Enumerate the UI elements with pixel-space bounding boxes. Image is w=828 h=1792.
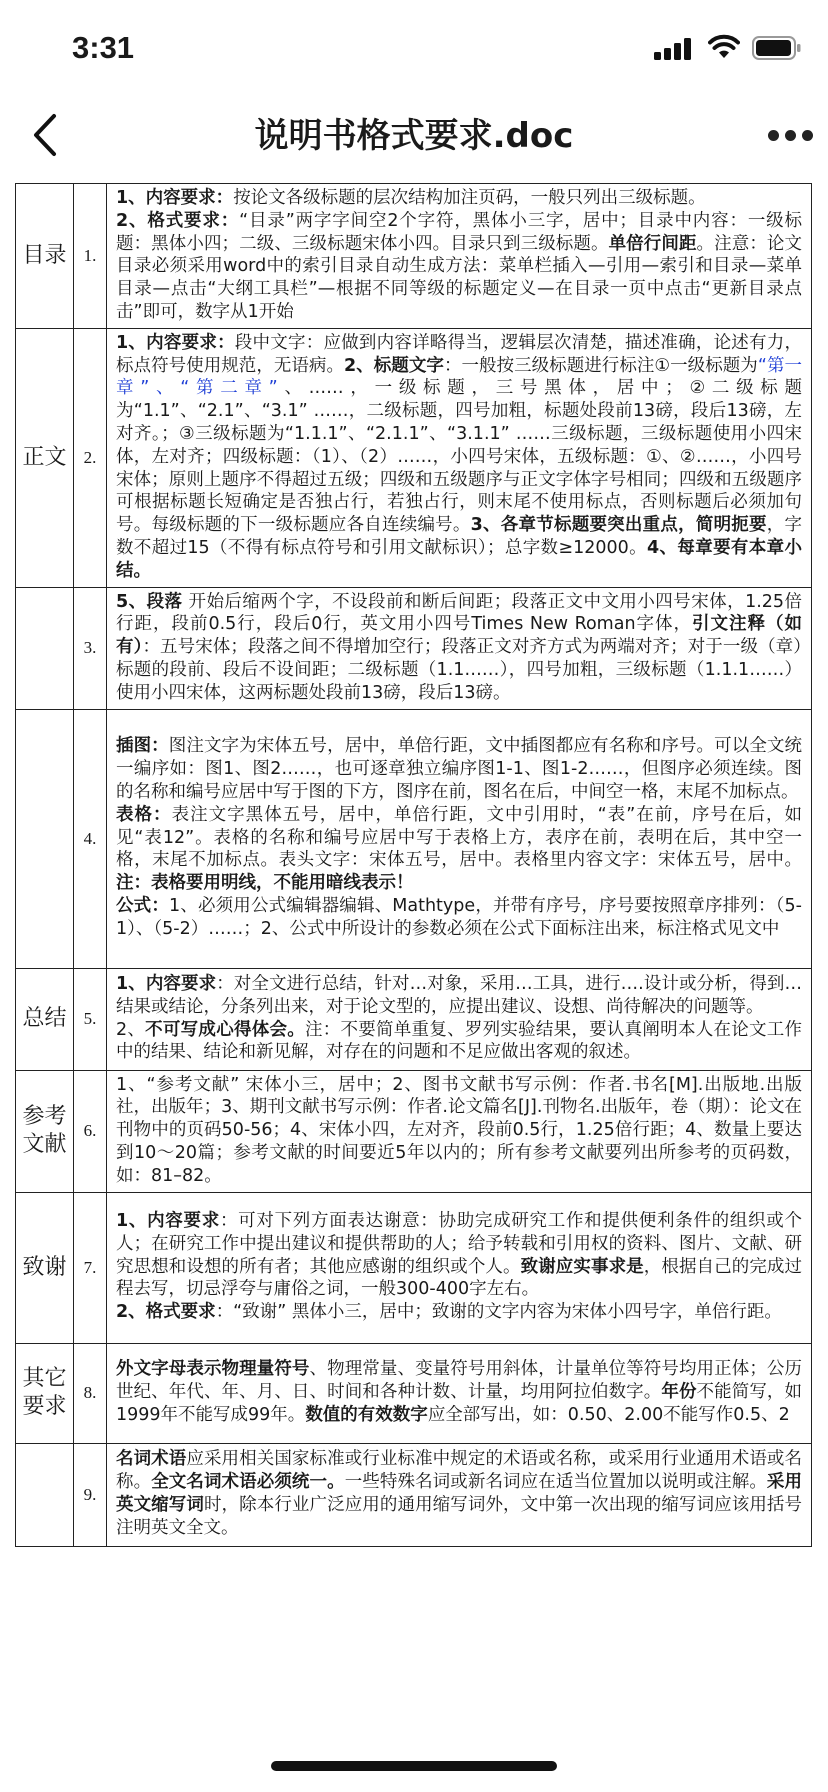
- status-bar: [0, 0, 828, 100]
- category-cell: 总结: [16, 968, 74, 1070]
- number-cell: 6.: [74, 1070, 107, 1192]
- bold-text: 注：表格要用明线，不能用暗线表示！: [116, 873, 414, 894]
- body-text: 1、必须用公式编辑器编辑、Mathtype，并带有序号，序号要按照章序排列：（5-1）、（5-2）……；2、公式中所设计的参数必须在公式下面标注出来，标注格式见文中: [116, 896, 802, 939]
- body-text: 按论文各级标题的层次结构加注页码，一般只列出三级标题。: [233, 188, 706, 208]
- more-dot-icon: [802, 130, 813, 141]
- status-time: 3:31: [72, 30, 135, 65]
- battery-icon: [752, 36, 802, 64]
- number-cell: 8.: [74, 1343, 107, 1443]
- bold-text: 全文名词术语必须统一。: [151, 1472, 345, 1493]
- table-row: [16, 328, 812, 587]
- bold-text: 年份: [661, 1382, 697, 1403]
- more-dot-icon: [768, 130, 779, 141]
- table-row: [16, 184, 812, 329]
- content-paragraph: [116, 210, 802, 324]
- category-cell: 致谢: [16, 1192, 74, 1343]
- content-paragraph: [116, 804, 802, 895]
- body-text: 、……，一级标题，三号黑体，居中；②二级标题为“1.1”、“2.1”、“3.1” ……，二级标题，四号加粗，标题处段前13磅，段后13磅，左对齐。；③三级标题为“1.1.1”、“2.1.1”、“3.1.1” ……三级标题，三级标题使用小四宋体，左对齐；四级标题：（1）、（2）……，小四号宋体，五级标题：①、②……，小四号宋体；原则上题序不得超过五级；四级和五级题序与正文字体字号相同；四级和五级题序可根据标题长短确定是否独占行，若独占行，则末尾不使用标点，否则标题后必须加句号。每级标题的下一级标题应各自连续编号。: [116, 378, 803, 536]
- content-paragraph: [116, 1210, 802, 1301]
- category-cell: [16, 709, 74, 968]
- bold-text: 1、内容要求：: [116, 188, 234, 208]
- content-paragraph: [116, 187, 802, 210]
- bold-text: 5、段落: [116, 591, 183, 612]
- content-paragraph: [116, 591, 802, 705]
- content-cell: [107, 184, 812, 329]
- body-text: ：五号宋体；段落之间不得增加空行；段落正文对齐方式为两端对齐；对于一级（章）标题的段前、段后不设间距；二级标题（1.1……），四号加粗，三级标题（1.1.1……）使用小四宋体，这两标题处段前13磅，段后13磅。: [116, 637, 803, 703]
- body-text: ：“致谢” 黑体小三，居中；致谢的文字内容为宋体小四号字，单倍行距。: [215, 1302, 782, 1323]
- content-paragraph: [116, 1358, 802, 1426]
- cellular-signal-icon: [654, 38, 694, 64]
- body-text: “第一章”、“第二章”: [116, 355, 802, 399]
- number-cell: 5.: [74, 968, 107, 1070]
- bold-text: 外文字母表示物理量符号: [116, 1359, 310, 1380]
- body-text: ，字数不超过15（不得有标点符号和引用文献标识）；总字数≥12000。: [116, 515, 802, 558]
- table-row: [16, 968, 812, 1070]
- content-paragraph: [116, 332, 802, 583]
- requirements-table-body: [16, 184, 812, 1547]
- table-row: [16, 1343, 812, 1443]
- bold-text: 不可写成心得体会。: [145, 1019, 305, 1040]
- table-row: [16, 1192, 812, 1343]
- home-indicator[interactable]: [271, 1761, 557, 1771]
- content-paragraph: [116, 1074, 802, 1188]
- body-text: 时，除本行业广泛应用的通用缩写词外，文中第一次出现的缩写词应该用括号注明英文全文。: [116, 1495, 803, 1538]
- bold-text: 表格：: [116, 804, 172, 825]
- table-row: [16, 709, 812, 968]
- body-text: 图注文字为宋体五号，居中，单倍行距，文中插图都应有名称和序号。可以全文统一编序如：图1、图2……，也可逐章独立编序图1-1、图1-2……，但图序必须连续。图的名称和编号应居中写于图的下方，图序在前，图名在后，中间空一格，末尾不加标点。: [116, 736, 803, 803]
- requirements-table: [15, 183, 812, 1547]
- body-text: ：可对下列方面表达谢意：协助完成研究工作和提供便利条件的组织或个人；在研究工作中提出建议和提供帮助的人；给予转载和引用权的资料、图片、文献、研究思想和设想的所有者；其他应感谢的组织或个人。: [116, 1211, 802, 1277]
- table-row: [16, 1070, 812, 1192]
- more-dot-icon: [785, 130, 796, 141]
- wifi-icon: [708, 34, 740, 64]
- bold-text: 公式：: [116, 896, 169, 917]
- body-text: ：对全文进行总结，针对…对象，采用…工具，进行….设计或分析，得到…结果或结论，分条列出来，对于论文型的，应提出建议、设想、尚待解决的问题等。: [116, 973, 803, 1017]
- category-cell: [16, 587, 74, 709]
- content-cell: [107, 328, 812, 587]
- more-options-button[interactable]: [768, 130, 814, 142]
- number-cell: 7.: [74, 1192, 107, 1343]
- body-text: 表注文字黑体五号，居中，单倍行距，文中引用时，“表”在前，序号在后，如见“表12”。表格的名称和编号应居中写于表格上方，表序在前，表明在后，其中空一格，末尾不加标点。表头文字：宋体五号，居中。表格里内容文字：宋体五号，居中。: [116, 804, 802, 871]
- bold-text: 1、内容要求: [116, 973, 217, 994]
- number-cell: 4.: [74, 709, 107, 968]
- bold-text: 1、内容要求：: [116, 332, 235, 353]
- number-cell: 2.: [74, 328, 107, 587]
- body-text: 。注意：论文目录必须采用word中的索引目录自动生成方法：菜单栏插入—引用—索引和目录—菜单目录—点击“大纲工具栏”—根据不同等级的标题定义—在目录一页中点击“更新目录点击”即可，数字从1开始: [116, 233, 803, 322]
- content-cell: [107, 1192, 812, 1343]
- category-cell: [16, 1443, 74, 1546]
- body-text: 开始后缩两个字，不设段前和断后间距；段落正文中文用小四号宋体，1.25倍行距，段前0.5行，段后0行，英文用小四号Times New Roman字体，: [116, 591, 802, 635]
- category-cell: 参考文献: [16, 1070, 74, 1192]
- body-text: 应采用相关国家标准或行业标准中规定的术语或名称，或采用行业通用术语或名称。: [116, 1449, 803, 1493]
- content-cell: [107, 1070, 812, 1192]
- body-text: 、物理常量、变量符号用斜体，计量单位等符号均用正体；公历世纪、年代、年、月、日、时间和各种计数、计量，均用阿拉伯数字。: [116, 1359, 803, 1403]
- bold-text: 1、内容要求: [116, 1211, 220, 1232]
- body-text: 1、“参考文献” 宋体小三，居中；2、图书文献书写示例：作者.书名[M].出版地.出版社，出版年；3、期刊文献书写示例：作者.论文篇名[J].刊物名.出版年，卷（期）：论文在刊物中的页码50-56；4、宋体小四，左对齐，段前0.5行，1.25倍行距；4、数量上要达到10～20篇；参考文献的时间要近5年以内的；所有参考文献要列出所参考的页码数，如：81–82。: [116, 1074, 802, 1186]
- table-row: [16, 1443, 812, 1546]
- content-paragraph: [116, 735, 802, 803]
- category-cell: 目录: [16, 184, 74, 329]
- content-paragraph: [116, 1301, 802, 1324]
- content-cell: [107, 1443, 812, 1546]
- content-paragraph: [116, 1448, 802, 1539]
- content-paragraph: [116, 973, 802, 1019]
- bold-text: 3、各章节标题要突出重点，简明扼要: [470, 515, 767, 536]
- navigation-bar: [0, 100, 828, 170]
- body-text: “目录”两字字间空2个字符，黑体小三字，居中；目录中内容：一级标题：黑体小四；二级、三级标题宋体小四。目录只到三级标题。: [116, 210, 803, 254]
- body-text: 注：不要简单重复、罗列实验结果，要认真阐明本人在论文工作中的结果、结论和新见解，对存在的问题和不足应做出客观的叙述。: [116, 1019, 803, 1063]
- category-cell: 其它要求: [16, 1343, 74, 1443]
- bold-text: 数值的有效数字: [305, 1404, 428, 1425]
- bold-text: 采用英文缩写词: [116, 1472, 803, 1516]
- table-row: [16, 587, 812, 709]
- body-text: ，根据自己的完成过程去写，切忌浮夸与庸俗之词，一般300-400字左右。: [116, 1256, 803, 1300]
- content-cell: [107, 587, 812, 709]
- number-cell: 9.: [74, 1443, 107, 1546]
- document-title: 说明书格式要求.doc: [254, 116, 574, 156]
- body-text: 应全部写出，如：0.50、2.00不能写作0.5、2: [427, 1404, 790, 1425]
- content-paragraph: [116, 1019, 802, 1065]
- content-cell: [107, 709, 812, 968]
- bold-text: 引文注释（如有）: [116, 614, 802, 658]
- bold-text: 名词术语: [116, 1449, 187, 1470]
- content-paragraph: [116, 895, 802, 941]
- body-text: ：一般按三级标题进行标注①一级标题为: [443, 355, 758, 376]
- bold-text: 致谢应实事求是: [520, 1256, 644, 1277]
- body-text: 2、: [116, 1019, 146, 1040]
- content-cell: [107, 1343, 812, 1443]
- content-cell: [107, 968, 812, 1070]
- body-text: 不能简写，如1999年不能写成99年。: [116, 1382, 803, 1425]
- bold-text: 2、格式要求: [116, 1302, 216, 1323]
- bold-text: 2、格式要求：: [116, 210, 240, 231]
- body-text: 段中文字：应做到内容详略得当，逻辑层次清楚，描述准确，论述有力，标点符号使用规范，无语病。: [116, 332, 802, 376]
- category-cell: 正文: [16, 328, 74, 587]
- number-cell: 3.: [74, 587, 107, 709]
- number-cell: 1.: [74, 184, 107, 329]
- bold-text: 4、每章要有本章小结。: [116, 537, 802, 581]
- body-text: 一些特殊名词或新名词应在适当位置加以说明或注解。: [344, 1472, 767, 1493]
- bold-text: 2、标题文字: [344, 355, 444, 376]
- bold-text: 插图：: [116, 736, 169, 757]
- bold-text: 单倍行间距: [608, 233, 697, 254]
